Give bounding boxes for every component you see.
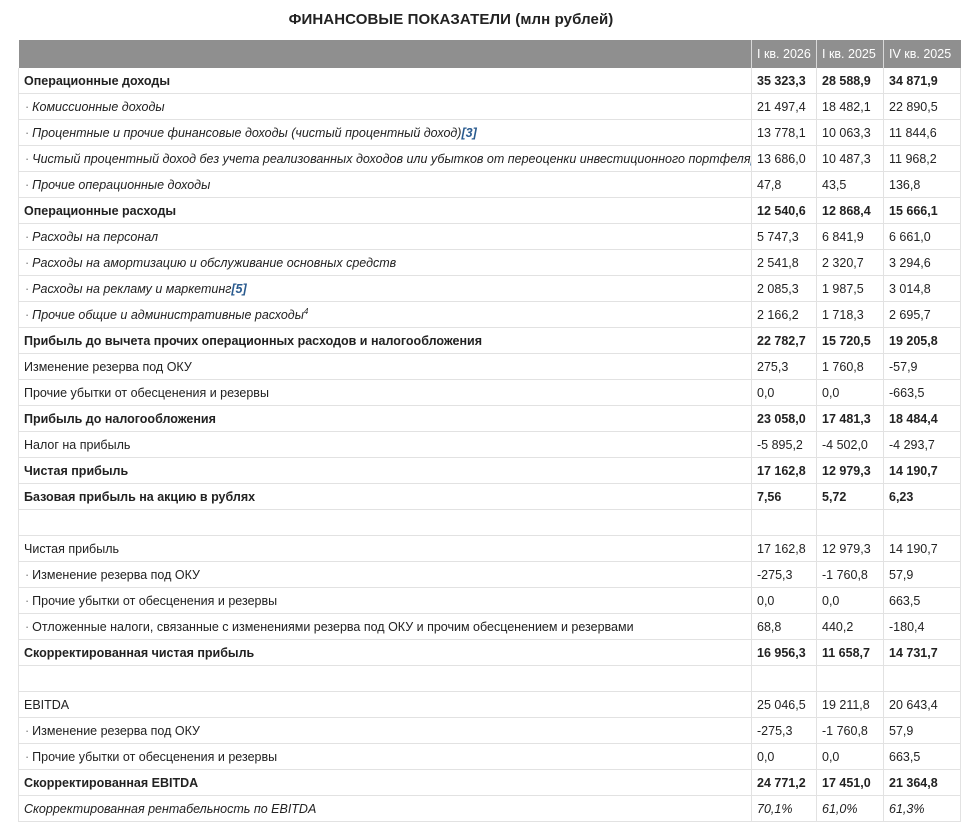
table-row <box>19 172 961 198</box>
value-cell: 0,0 <box>817 380 884 406</box>
bullet-marker: · <box>25 567 30 582</box>
table-row <box>19 406 961 432</box>
row-label <box>19 510 752 536</box>
value-cell: -4 293,7 <box>884 432 961 458</box>
value-cell: 17 162,8 <box>752 536 817 562</box>
value-cell: -663,5 <box>884 380 961 406</box>
value-cell: 3 014,8 <box>884 276 961 302</box>
value-cell: 12 540,6 <box>752 198 817 224</box>
value-cell: 136,8 <box>884 172 961 198</box>
value-cell <box>884 666 961 692</box>
value-cell: 25 046,5 <box>752 692 817 718</box>
value-cell: 14 731,7 <box>884 640 961 666</box>
table-row <box>19 484 961 510</box>
table-row <box>19 120 961 146</box>
row-label-text: Скорректированная EBITDA <box>24 775 199 790</box>
value-cell: 19 205,8 <box>884 328 961 354</box>
value-cell: 1 760,8 <box>817 354 884 380</box>
header-col-1: I кв. 2026 <box>752 40 817 68</box>
table-row <box>19 692 961 718</box>
value-cell <box>752 510 817 536</box>
table-row <box>19 250 961 276</box>
table-row <box>19 68 961 94</box>
header-label-column <box>19 40 752 68</box>
table-header-row <box>19 40 961 68</box>
header-col-2: I кв. 2025 <box>817 40 884 68</box>
row-label <box>19 68 752 94</box>
row-label-text: Операционные расходы <box>24 203 177 218</box>
table-row <box>19 666 961 692</box>
row-label <box>19 432 752 458</box>
value-cell: 440,2 <box>817 614 884 640</box>
value-cell: 61,0% <box>817 796 884 822</box>
row-label <box>19 406 752 432</box>
value-cell: 16 956,3 <box>752 640 817 666</box>
row-label <box>19 640 752 666</box>
value-cell: -275,3 <box>752 718 817 744</box>
bullet-marker: · <box>25 151 30 166</box>
table-body <box>19 68 961 822</box>
value-cell: 10 063,3 <box>817 120 884 146</box>
table-row <box>19 796 961 822</box>
value-cell: 15 666,1 <box>884 198 961 224</box>
row-label <box>19 172 752 198</box>
table-row <box>19 614 961 640</box>
table-row <box>19 718 961 744</box>
bullet-marker: · <box>25 281 30 296</box>
row-label-text: Чистая прибыль <box>24 463 129 478</box>
row-label <box>19 302 752 328</box>
table-row <box>19 510 961 536</box>
value-cell: 5,72 <box>817 484 884 510</box>
value-cell <box>817 666 884 692</box>
value-cell: 275,3 <box>752 354 817 380</box>
footnote-link[interactable]: [5] <box>231 281 247 296</box>
value-cell: 13 686,0 <box>752 146 817 172</box>
value-cell <box>817 510 884 536</box>
bullet-marker: · <box>25 619 30 634</box>
row-label <box>19 562 752 588</box>
value-cell: 18 482,1 <box>817 94 884 120</box>
row-label-text: Прочие убытки от обесценения и резервы <box>32 749 278 764</box>
row-label <box>19 588 752 614</box>
value-cell: 57,9 <box>884 718 961 744</box>
row-label <box>19 718 752 744</box>
row-label <box>19 484 752 510</box>
row-label <box>19 744 752 770</box>
financial-table-container <box>18 40 960 822</box>
value-cell: 20 643,4 <box>884 692 961 718</box>
value-cell: 1 987,5 <box>817 276 884 302</box>
table-row <box>19 640 961 666</box>
row-label-text: Комиссионные доходы <box>32 99 165 114</box>
row-label-text: Базовая прибыль на акцию в рублях <box>24 489 256 504</box>
value-cell: 28 588,9 <box>817 68 884 94</box>
row-label <box>19 120 752 146</box>
bullet-marker: · <box>25 229 30 244</box>
table-row <box>19 302 961 328</box>
row-label <box>19 614 752 640</box>
value-cell: 43,5 <box>817 172 884 198</box>
table-row <box>19 458 961 484</box>
row-label-text: Операционные доходы <box>24 73 170 88</box>
value-cell: 47,8 <box>752 172 817 198</box>
bullet-marker: · <box>25 177 30 192</box>
bullet-marker: · <box>25 723 30 738</box>
value-cell: 663,5 <box>884 588 961 614</box>
bullet-marker: · <box>25 308 30 323</box>
table-row <box>19 432 961 458</box>
value-cell: 17 162,8 <box>752 458 817 484</box>
table-row <box>19 562 961 588</box>
row-label-text: Прочие убытки от обесценения и резервы <box>32 593 278 608</box>
value-cell: 14 190,7 <box>884 458 961 484</box>
table-row <box>19 224 961 250</box>
bullet-marker: · <box>25 255 30 270</box>
value-cell: 0,0 <box>752 380 817 406</box>
row-label-text: Отложенные налоги, связанные с изменениями резерва под ОКУ и прочим обесценением и резервами <box>32 619 634 634</box>
row-label <box>19 458 752 484</box>
value-cell: 17 451,0 <box>817 770 884 796</box>
value-cell: 6,23 <box>884 484 961 510</box>
row-label-text: Прибыль до налогообложения <box>24 411 216 426</box>
table-row <box>19 380 961 406</box>
value-cell: 2 695,7 <box>884 302 961 328</box>
value-cell: 12 979,3 <box>817 536 884 562</box>
value-cell: 12 979,3 <box>817 458 884 484</box>
value-cell: -1 760,8 <box>817 562 884 588</box>
row-label <box>19 354 752 380</box>
value-cell: 0,0 <box>817 744 884 770</box>
value-cell: -4 502,0 <box>817 432 884 458</box>
row-label <box>19 94 752 120</box>
row-label <box>19 796 752 822</box>
value-cell: -5 895,2 <box>752 432 817 458</box>
value-cell: 23 058,0 <box>752 406 817 432</box>
table-row <box>19 536 961 562</box>
row-label <box>19 666 752 692</box>
row-label-text: Изменение резерва под ОКУ <box>24 359 192 374</box>
value-cell: 15 720,5 <box>817 328 884 354</box>
row-label-text: Прибыль до вычета прочих операционных расходов и налогообложения <box>24 333 483 348</box>
row-label-text: Прочие общие и административные расходы <box>32 308 304 323</box>
row-label <box>19 692 752 718</box>
bullet-marker: · <box>25 593 30 608</box>
row-label-text: Чистая прибыль <box>24 541 119 556</box>
value-cell <box>752 666 817 692</box>
table-row <box>19 588 961 614</box>
value-cell: 21 497,4 <box>752 94 817 120</box>
row-label-text: Налог на прибыль <box>24 437 131 452</box>
row-label-text: Скорректированная рентабельность по EBITDA <box>24 801 317 816</box>
value-cell: 13 778,1 <box>752 120 817 146</box>
table-row <box>19 94 961 120</box>
value-cell: 12 868,4 <box>817 198 884 224</box>
footnote-link[interactable]: [3] <box>461 125 477 140</box>
table-row <box>19 354 961 380</box>
row-label <box>19 536 752 562</box>
table-row <box>19 328 961 354</box>
value-cell: -57,9 <box>884 354 961 380</box>
row-label-text: Скорректированная чистая прибыль <box>24 645 255 660</box>
table-row <box>19 770 961 796</box>
value-cell: 24 771,2 <box>752 770 817 796</box>
value-cell: 34 871,9 <box>884 68 961 94</box>
value-cell: 2 085,3 <box>752 276 817 302</box>
value-cell: 0,0 <box>752 588 817 614</box>
value-cell: 17 481,3 <box>817 406 884 432</box>
value-cell: -180,4 <box>884 614 961 640</box>
value-cell: 21 364,8 <box>884 770 961 796</box>
row-label-text: Расходы на рекламу и маркетинг <box>32 281 232 296</box>
value-cell: 11 968,2 <box>884 146 961 172</box>
row-label-text: Чистый процентный доход без учета реализованных доходов или убытков от переоценки инвестиционного портфеля <box>32 151 751 166</box>
table-row <box>19 198 961 224</box>
row-label-text: Прочие операционные доходы <box>32 177 211 192</box>
value-cell: 7,56 <box>752 484 817 510</box>
value-cell: 3 294,6 <box>884 250 961 276</box>
row-label <box>19 250 752 276</box>
row-label <box>19 224 752 250</box>
row-label-text: Процентные и прочие финансовые доходы (чистый процентный доход) <box>32 125 462 140</box>
financial-table <box>18 40 961 822</box>
value-cell: 2 166,2 <box>752 302 817 328</box>
value-cell: 22 782,7 <box>752 328 817 354</box>
value-cell: 19 211,8 <box>817 692 884 718</box>
value-cell: 11 844,6 <box>884 120 961 146</box>
value-cell: 1 718,3 <box>817 302 884 328</box>
value-cell: 22 890,5 <box>884 94 961 120</box>
value-cell: 68,8 <box>752 614 817 640</box>
value-cell: 6 841,9 <box>817 224 884 250</box>
value-cell: 18 484,4 <box>884 406 961 432</box>
header-col-3: IV кв. 2025 <box>884 40 961 68</box>
row-label <box>19 276 752 302</box>
value-cell: 5 747,3 <box>752 224 817 250</box>
value-cell: 61,3% <box>884 796 961 822</box>
row-label-text: Расходы на персонал <box>32 229 159 244</box>
value-cell: 663,5 <box>884 744 961 770</box>
value-cell: -275,3 <box>752 562 817 588</box>
row-label <box>19 328 752 354</box>
value-cell: 70,1% <box>752 796 817 822</box>
value-cell: 14 190,7 <box>884 536 961 562</box>
value-cell <box>884 510 961 536</box>
row-label-text: Расходы на амортизацию и обслуживание основных средств <box>32 255 397 270</box>
bullet-marker: · <box>25 749 30 764</box>
value-cell: 11 658,7 <box>817 640 884 666</box>
row-label <box>19 146 752 172</box>
value-cell: 57,9 <box>884 562 961 588</box>
page-title: ФИНАНСОВЫЕ ПОКАЗАТЕЛИ (млн рублей) <box>288 11 614 28</box>
bullet-marker: · <box>25 125 30 140</box>
row-label <box>19 198 752 224</box>
value-cell: 0,0 <box>817 588 884 614</box>
value-cell: 35 323,3 <box>752 68 817 94</box>
row-label-text: Изменение резерва под ОКУ <box>32 567 200 582</box>
table-row <box>19 744 961 770</box>
footnote-superscript: 4 <box>303 306 309 316</box>
table-row <box>19 276 961 302</box>
value-cell: 6 661,0 <box>884 224 961 250</box>
row-label <box>19 770 752 796</box>
value-cell: 0,0 <box>752 744 817 770</box>
value-cell: 2 541,8 <box>752 250 817 276</box>
value-cell: -1 760,8 <box>817 718 884 744</box>
row-label-text: Прочие убытки от обесценения и резервы <box>24 385 269 400</box>
row-label-text: Изменение резерва под ОКУ <box>32 723 200 738</box>
row-label-text: EBITDA <box>24 697 70 712</box>
value-cell: 2 320,7 <box>817 250 884 276</box>
row-label <box>19 380 752 406</box>
bullet-marker: · <box>25 99 30 114</box>
table-row <box>19 146 961 172</box>
value-cell: 10 487,3 <box>817 146 884 172</box>
